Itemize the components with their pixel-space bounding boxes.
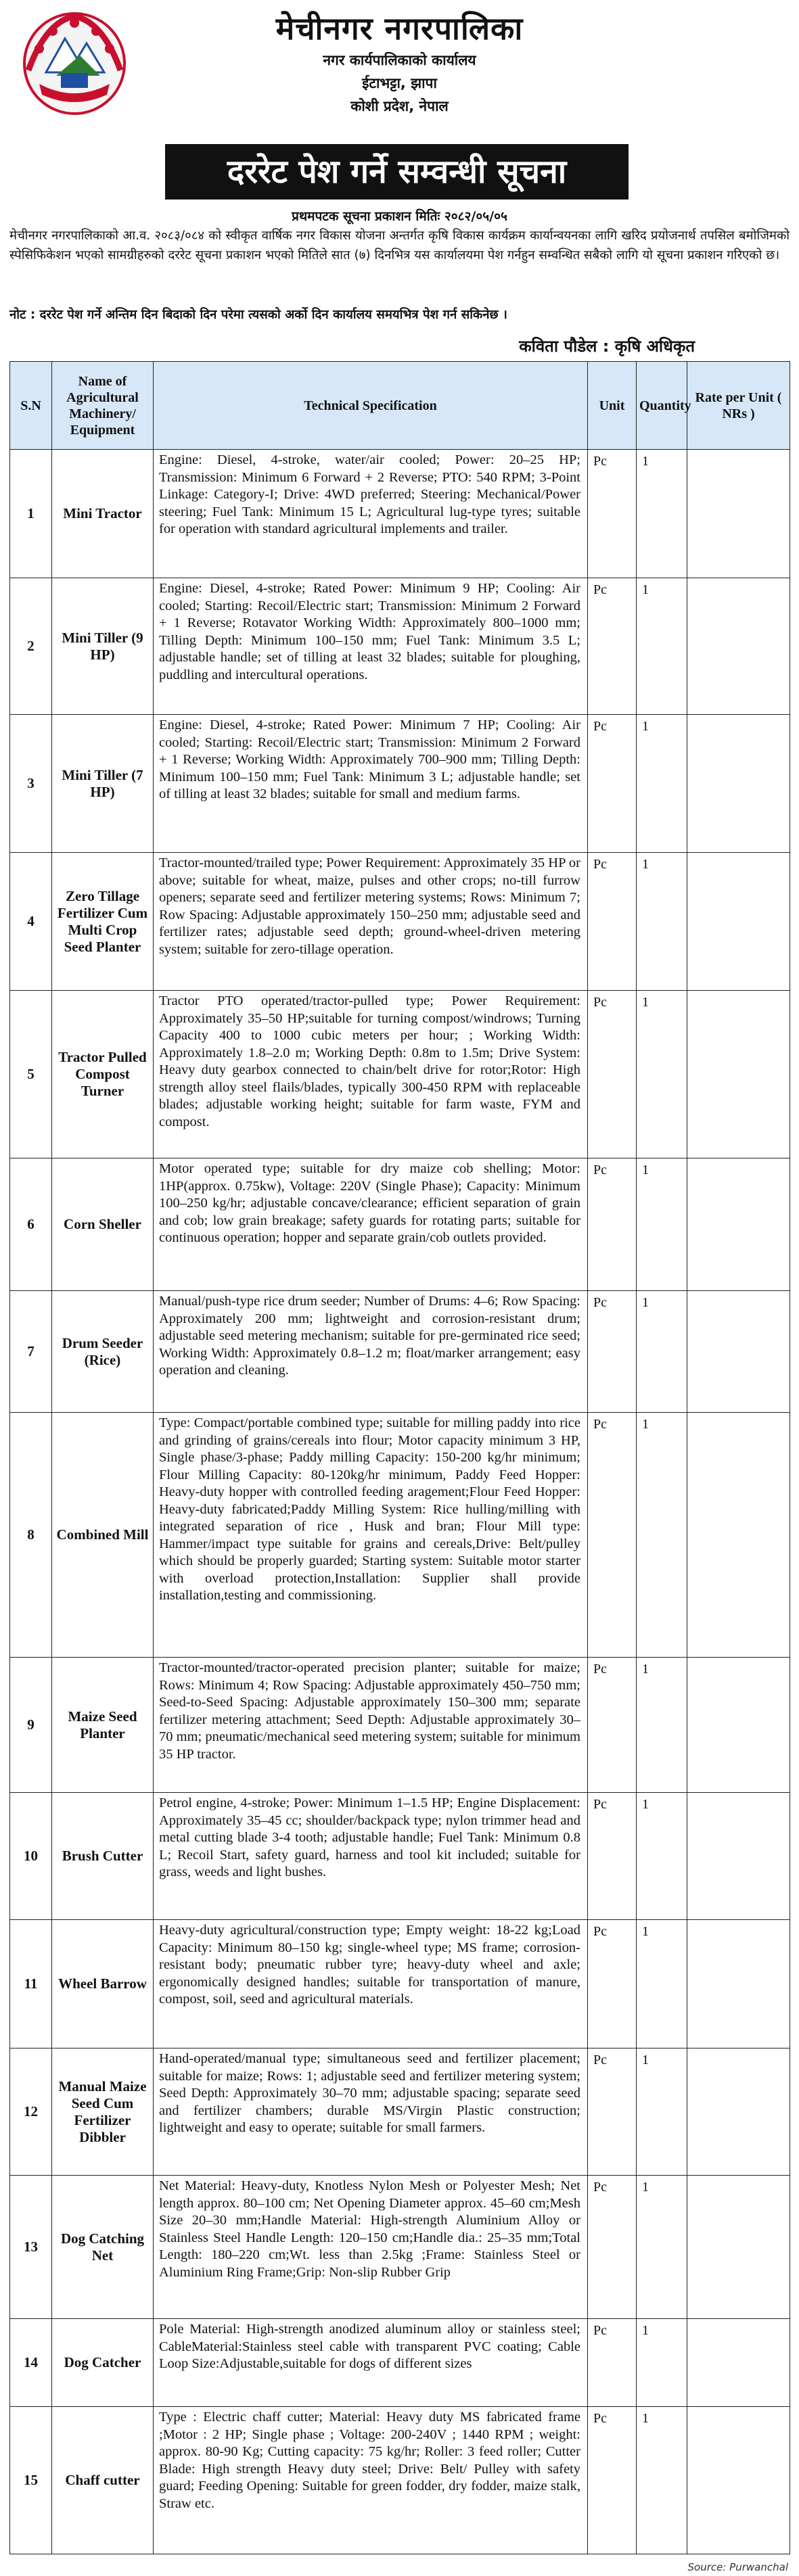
table-row bbox=[10, 715, 790, 853]
row-sn: 11 bbox=[10, 1920, 52, 2048]
specification-table bbox=[9, 361, 790, 2554]
row-spec: Engine: Diesel, 4-stroke; Rated Power: Minimum 9 HP; Cooling: Air cooled; Starting: Recoil/Electric start; Transmission: Minimum 2 Forward + 1 Reverse; Rotavator Working Width: Approximately 800–1000 mm; Tilling Depth: Minimum 100–150 mm; Fuel Tank: Minimum 3.5 L; adjustable handle; set of tilling at least 32 blades; suitable for ploughing, puddling and intercultural operations. bbox=[154, 578, 588, 715]
table-row bbox=[10, 853, 790, 991]
header-text bbox=[9, 5, 790, 118]
table-row bbox=[10, 1413, 790, 1658]
row-qty: 1 bbox=[637, 2176, 687, 2319]
row-rate bbox=[687, 1920, 790, 2048]
row-unit: Pc bbox=[588, 1413, 637, 1658]
row-unit: Pc bbox=[588, 853, 637, 991]
row-unit: Pc bbox=[588, 578, 637, 715]
row-sn: 15 bbox=[10, 2407, 52, 2554]
table-row bbox=[10, 1291, 790, 1413]
row-qty: 1 bbox=[637, 1920, 687, 2048]
notice-page bbox=[9, 5, 790, 2511]
row-qty: 1 bbox=[637, 1413, 687, 1658]
row-sn: 9 bbox=[10, 1658, 52, 1793]
row-sn: 12 bbox=[10, 2048, 52, 2176]
table-row bbox=[10, 578, 790, 715]
row-sn: 10 bbox=[10, 1793, 52, 1920]
row-name: Manual Maize Seed Cum Fertilizer Dibbler bbox=[52, 2048, 154, 2176]
row-name: Zero Tillage Fertilizer Cum Multi Crop Seed Planter bbox=[52, 853, 154, 991]
notice-title: दररेट पेश गर्ने सम्वन्धी सूचना bbox=[165, 144, 629, 200]
row-unit: Pc bbox=[588, 715, 637, 853]
row-rate bbox=[687, 715, 790, 853]
row-sn: 4 bbox=[10, 853, 52, 991]
row-name: Dog Catcher bbox=[52, 2319, 154, 2407]
table-row bbox=[10, 2407, 790, 2554]
row-rate bbox=[687, 991, 790, 1158]
row-spec: Tractor-mounted/trailed type; Power Requirement: Approximately 35 HP or above; suitable for wheat, maize, pulses and other crops; no-till furrow openers; separate seed and fertilizer metering systems; Rows: Minimum 7; Row Spacing: Adjustable approximately 150–250 mm; adjustable seed and fertilizer rates; adjustable seed depth; ground-wheel-driven metering system; suitable for zero-tillage operation. bbox=[154, 853, 588, 991]
row-spec: Tractor PTO operated/tractor-pulled type; Power Requirement: Approximately 35–50 HP;suitable for turning compost/windrows; Turning Capacity 400 to 1000 cubic meters per hour; ; Working Width: Approximately 1.8–2.0 m; Working Depth: 0.8m to 1.5m; Drive System: Heavy duty gearbox connected to chain/belt drive for rotor;Rotor: High strength alloy steel flails/blades, typically 300-450 RPM with replaceable blades; adjustable working height; suitable for farm waste, FYM and compost. bbox=[154, 991, 588, 1158]
org-name: मेचीनगर नगरपालिका bbox=[275, 10, 524, 47]
row-qty: 1 bbox=[637, 2319, 687, 2407]
header-rate: Rate per Unit ( NRs ) bbox=[687, 362, 790, 450]
row-unit: Pc bbox=[588, 2407, 637, 2554]
row-qty: 1 bbox=[637, 1658, 687, 1793]
row-unit: Pc bbox=[588, 2176, 637, 2319]
table-row bbox=[10, 1920, 790, 2048]
row-unit: Pc bbox=[588, 1158, 637, 1291]
row-rate bbox=[687, 2319, 790, 2407]
row-unit: Pc bbox=[588, 450, 637, 578]
row-rate bbox=[687, 450, 790, 578]
header-qty: Quantity bbox=[637, 362, 687, 450]
row-name: Wheel Barrow bbox=[52, 1920, 154, 2048]
note-text: नोट : दररेट पेश गर्ने अन्तिम दिन बिदाको दिन परेमा त्यसको अर्को दिन कार्यालय समयभित्र पेश गर्न सकिनेछ । bbox=[9, 308, 507, 322]
row-unit: Pc bbox=[588, 2048, 637, 2176]
row-spec: Type : Electric chaff cutter; Material: Heavy duty MS fabricated frame ;Motor : 2 HP; Single phase ; Voltage: 200-240V ; 1440 RPM ; weight: approx. 80-90 Kg; Cutting capacity: 75 kg/hr; Roller: 3 feed roller; Cutter Blade: High strength Heavy duty steel; Drive: Belt/ Pulley with safety guard; Feeding Opening: Suitable for green fodder, dry fodder, maize stalk, Straw etc. bbox=[154, 2407, 588, 2554]
intro-paragraph: मेचीनगर नगरपालिकाको आ.व. २०८३/०८४ को स्वीकृत वार्षिक नगर विकास योजना अन्तर्गत कृषि विकास कार्यक्रम कार्यान्वयनका लागि खरिद प्रयोजनार्थ तपसिल बमोजिमको स्पेसिफिकेशन भएको सामग्रीहरुको दररेट सूचना प्रकाशन भएको मितिले सात (७) दिनभित्र यस कार्यालयमा पेश गर्नहुन सम्वन्धित सबैको लागि यो सूचना प्रकाशन गरिएको छ। bbox=[9, 229, 790, 262]
row-sn: 5 bbox=[10, 991, 52, 1158]
row-name: Corn Sheller bbox=[52, 1158, 154, 1291]
signatory: कविता पौडेल : कृषि अधिकृत bbox=[519, 337, 695, 356]
notice-header bbox=[9, 5, 790, 144]
table-row bbox=[10, 450, 790, 578]
row-name: Brush Cutter bbox=[52, 1793, 154, 1920]
row-rate bbox=[687, 1413, 790, 1658]
row-unit: Pc bbox=[588, 1920, 637, 2048]
office-province: कोशी प्रदेश, नेपाल bbox=[350, 98, 449, 114]
row-spec: Engine: Diesel, 4-stroke, water/air cooled; Power: 20–25 HP; Transmission: Minimum 6 Forward + 2 Reverse; PTO: 540 RPM; 3-Point Linkage: Category-I; Drive: 4WD preferred; Steering: Mechanical/Power steering; Fuel Tank: Minimum 15 L; Agricultural lug-type tyres; suitable for operation with standard agricultural implements and trailer. bbox=[154, 450, 588, 578]
row-rate bbox=[687, 853, 790, 991]
row-spec: Type: Compact/portable combined type; suitable for milling paddy into rice and grinding of grains/cereals into flour; Motor capacity minimum 3 HP, Single phase/3-phase; Paddy milling Capacity: 150-200 kg/hr minimum; Flour Milling Capacity: 80-120kg/hr minimum, Paddy Feed Hopper: Heavy-duty hopper with controlled feeding aragement;Flour Feed Hopper: Heavy-duty fabricated;Paddy Milling System: Rice hulling/milling with integrated separation of rice , Husk and bran; Flour Mill type: Hammer/impact type suitable for grains and cereals,Drive: Belt/pulley which should be properly guarded; Starting system: Suitable motor starter with overload protection,Installation: Supplier shall provide installation,testing and commissioning. bbox=[154, 1413, 588, 1658]
row-rate bbox=[687, 2048, 790, 2176]
row-qty: 1 bbox=[637, 1158, 687, 1291]
row-spec: Petrol engine, 4-stroke; Power: Minimum 1–1.5 HP; Engine Displacement: Approximately 35–45 cc; shoulder/backpack type; nylon trimmer head and metal cutting blade 3-4 tooth; adjustable handle; Fuel Tank: Minimum 0.8 L; Recoil Start, safety guard, harness and tool kit included; suitable for grass, weeds and light bushes. bbox=[154, 1793, 588, 1920]
row-unit: Pc bbox=[588, 991, 637, 1158]
row-spec: Hand-operated/manual type; simultaneous seed and fertilizer placement; suitable for maize; Rows: 1; adjustable seed and fertilizer metering system; Seed Depth: Approximately 30–70 mm; adjustable spacing; separate seed and fertilizer chambers; durable MS/Virgin Plastic construction; lightweight and easy to operate; suitable for small farmers. bbox=[154, 2048, 588, 2176]
table-header-row bbox=[10, 362, 790, 450]
publish-date: प्रथमपटक सूचना प्रकाशन मितिः २०८२/०५/०५ bbox=[292, 209, 507, 224]
header-name: Name of Agricultural Machinery/ Equipment bbox=[52, 362, 154, 450]
table-row bbox=[10, 1658, 790, 1793]
row-name: Mini Tiller (7 HP) bbox=[52, 715, 154, 853]
table-row bbox=[10, 1793, 790, 1920]
row-rate bbox=[687, 1658, 790, 1793]
row-sn: 6 bbox=[10, 1158, 52, 1291]
row-name: Mini Tiller (9 HP) bbox=[52, 578, 154, 715]
row-rate bbox=[687, 1158, 790, 1291]
row-rate bbox=[687, 2407, 790, 2554]
row-unit: Pc bbox=[588, 1658, 637, 1793]
row-rate bbox=[687, 1291, 790, 1413]
row-spec: Heavy-duty agricultural/construction type; Empty weight: 18-22 kg;Load Capacity: Minimum 80–150 kg; single-wheel type; MS frame; corrosion-resistant body; pneumatic rubber tyre; heavy-duty wheel and axle; ergonomically designed handles; suitable for transportation of manure, compost, soil, seed and agricultural materials. bbox=[154, 1920, 588, 2048]
row-qty: 1 bbox=[637, 2407, 687, 2554]
row-name: Chaff cutter bbox=[52, 2407, 154, 2554]
table-row bbox=[10, 2176, 790, 2319]
row-unit: Pc bbox=[588, 1793, 637, 1920]
row-qty: 1 bbox=[637, 991, 687, 1158]
row-spec: Tractor-mounted/tractor-operated precision planter; suitable for maize; Rows: Minimum 4; Row Spacing: Adjustable approximately 450–750 mm; Seed-to-Seed Spacing: Adjustable approximately 150–300 mm; separate fertilizer metering attachment; Seed Depth: Adjustable approximately 30–70 mm; pneumatic/mechanical seed metering system; suitable for minimum 35 HP tractor. bbox=[154, 1658, 588, 1793]
row-unit: Pc bbox=[588, 1291, 637, 1413]
row-name: Maize Seed Planter bbox=[52, 1658, 154, 1793]
row-spec: Engine: Diesel, 4-stroke; Rated Power: Minimum 7 HP; Cooling: Air cooled; Starting: Recoil/Electric start; Transmission: Minimum 2 Forward + 1 Reverse; Working Width: Approximately 700–900 mm; Tilling Depth: Minimum 100–150 mm; Fuel Tank: Minimum 3 L; adjustable handle; set of tilling at least 32 blades; suitable for small and medium farms. bbox=[154, 715, 588, 853]
table-row bbox=[10, 1158, 790, 1291]
row-qty: 1 bbox=[637, 853, 687, 991]
row-name: Tractor Pulled Compost Turner bbox=[52, 991, 154, 1158]
table-row bbox=[10, 2048, 790, 2176]
office-name: नगर कार्यपालिकाको कार्यालय bbox=[323, 52, 476, 68]
row-rate bbox=[687, 578, 790, 715]
row-name: Combined Mill bbox=[52, 1413, 154, 1658]
table-row bbox=[10, 2319, 790, 2407]
header-spec: Technical Specification bbox=[154, 362, 588, 450]
row-qty: 1 bbox=[637, 450, 687, 578]
row-qty: 1 bbox=[637, 578, 687, 715]
row-name: Mini Tractor bbox=[52, 450, 154, 578]
row-spec: Motor operated type; suitable for dry maize cob shelling; Motor: 1HP(approx. 0.75kw), Voltage: 220V (Single Phase); Capacity: Minimum 100–250 kg/hr; adjustable concave/clearance; efficient separation of grain and cob; low grain breakage; safety guards for rotating parts; suitable for continuous operation; hopper and separate grain/cob outlets provided. bbox=[154, 1158, 588, 1291]
row-sn: 13 bbox=[10, 2176, 52, 2319]
row-unit: Pc bbox=[588, 2319, 637, 2407]
row-sn: 3 bbox=[10, 715, 52, 853]
row-spec: Pole Material: High-strength anodized aluminum alloy or stainless steel; CableMaterial:Stainless steel cable with transparent PVC coating; Cable Loop Size:Adjustable,suitable for dogs of different sizes bbox=[154, 2319, 588, 2407]
row-sn: 14 bbox=[10, 2319, 52, 2407]
row-spec: Manual/push-type rice drum seeder; Number of Drums: 4–6; Row Spacing: Approximately 200 mm; lightweight and corrosion-resistant drum; adjustable seed metering mechanism; suitable for pre-germinated rice seed; Working Width: Approximately 0.8–1.2 m; float/marker arrangement; easy operation and cleaning. bbox=[154, 1291, 588, 1413]
row-rate bbox=[687, 2176, 790, 2319]
source-credit: Source: Purwanchal bbox=[687, 2561, 788, 2573]
header-sn: S.N bbox=[10, 362, 52, 450]
header-unit: Unit bbox=[588, 362, 637, 450]
row-sn: 1 bbox=[10, 450, 52, 578]
row-qty: 1 bbox=[637, 2048, 687, 2176]
row-name: Dog Catching Net bbox=[52, 2176, 154, 2319]
row-sn: 7 bbox=[10, 1291, 52, 1413]
row-sn: 2 bbox=[10, 578, 52, 715]
office-location: ईटाभट्टा, झापा bbox=[362, 75, 437, 91]
row-rate bbox=[687, 1793, 790, 1920]
row-spec: Net Material: Heavy-duty, Knotless Nylon Mesh or Polyester Mesh; Net length approx. 80–100 cm; Net Opening Diameter approx. 45–60 cm;Mesh Size 20–30 mm;Handle Material: High-strength Aluminium Alloy or Stainless Steel Handle Length: 120–150 cm;Handle dia.: 25–35 mm;Total Length: 180–220 cm;Wt. less than 2.5kg ;Frame: Stainless Steel or Aluminium Ring Frame;Grip: Non-slip Rubber Grip bbox=[154, 2176, 588, 2319]
row-qty: 1 bbox=[637, 1793, 687, 1920]
row-qty: 1 bbox=[637, 715, 687, 853]
row-qty: 1 bbox=[637, 1291, 687, 1413]
row-sn: 8 bbox=[10, 1413, 52, 1658]
table-row bbox=[10, 991, 790, 1158]
row-name: Drum Seeder (Rice) bbox=[52, 1291, 154, 1413]
